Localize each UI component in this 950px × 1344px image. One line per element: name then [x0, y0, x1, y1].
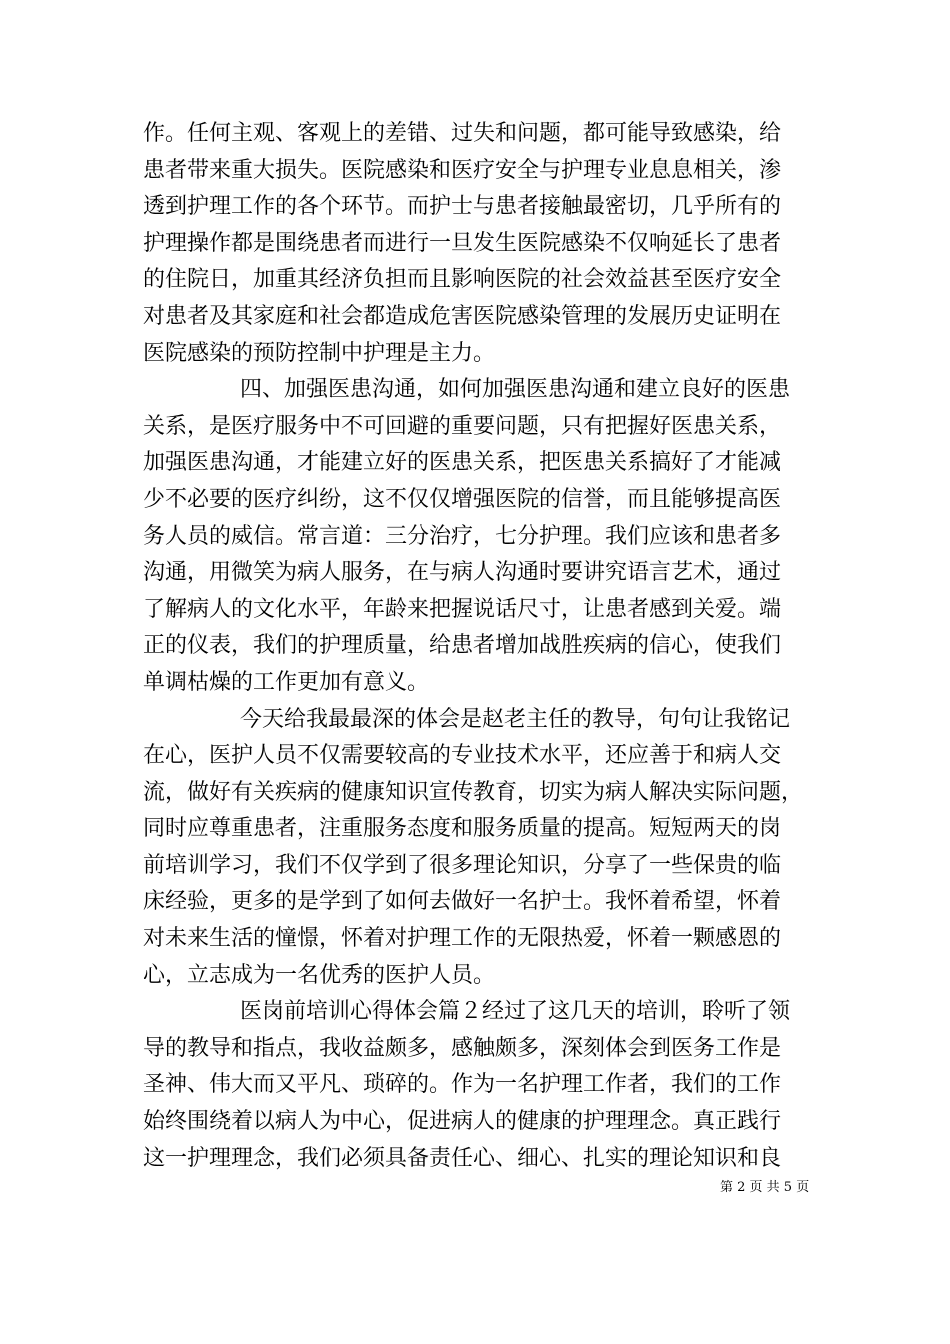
text-line: 圣神、伟大而又平凡、琐碎的。作为一名护理工作者，我们的工作	[143, 1072, 782, 1098]
paragraph	[143, 702, 833, 995]
text-line: 今天给我最最深的体会是赵老主任的教导，句句让我铭记	[240, 706, 791, 732]
paragraph	[143, 372, 833, 701]
text-line: 医院感染的预防控制中护理是主力。	[143, 340, 496, 366]
text-line: 沟通，用微笑为病人服务，在与病人沟通时要讲究语言艺术，通过	[143, 560, 782, 586]
text-line: 加强医患沟通，才能建立好的医患关系，把医患关系搞好了才能减	[143, 450, 782, 476]
text-line: 作。任何主观、客观上的差错、过失和问题，都可能导致感染，给	[143, 121, 782, 146]
text-line: 医岗前培训心得体会篇２经过了这几天的培训，聆听了领	[240, 999, 791, 1025]
text-line: 透到护理工作的各个环节。而护士与患者接触最密切，几乎所有的	[143, 194, 782, 220]
text-line: 始终围绕着以病人为中心，促进病人的健康的护理理念。真正践行	[143, 1109, 782, 1135]
text-line: 在心，医护人员不仅需要较高的专业技术水平，还应善于和病人交	[143, 743, 782, 769]
paragraph	[143, 994, 833, 1177]
text-line: 患者带来重大损失。医院感染和医疗安全与护理专业息息相关，渗	[143, 157, 782, 183]
text-line: 对未来生活的憧憬，怀着对护理工作的无限热爱，怀着一颗感恩的	[143, 926, 782, 952]
page-number-footer: 第 2 页 共 5 页	[720, 1180, 810, 1195]
text-line: 同时应尊重患者，注重服务态度和服务质量的提高。短短两天的岗	[143, 816, 782, 842]
text-line: 这一护理理念，我们必须具备责任心、细心、扎实的理论知识和良	[143, 1145, 782, 1171]
text-line: 导的教导和指点，我收益颇多，感触颇多，深刻体会到医务工作是	[143, 1035, 782, 1061]
text-line: 关系，是医疗服务中不可回避的重要问题，只有把握好医患关系，	[143, 413, 782, 439]
document-body	[143, 116, 833, 1177]
text-line: 前培训学习，我们不仅学到了很多理论知识，分享了一些保贵的临	[143, 852, 782, 878]
text-line: 流，做好有关疾病的健康知识宣传教育，切实为病人解决实际问题，	[143, 779, 804, 805]
text-line: 的住院日，加重其经济负担而且影响医院的社会效益甚至医疗安全	[143, 267, 782, 293]
text-line: 了解病人的文化水平，年龄来把握说话尺寸，让患者感到关爱。端	[143, 596, 782, 622]
text-line: 单调枯燥的工作更加有意义。	[143, 669, 430, 695]
text-line: 护理操作都是围绕患者而进行一旦发生医院感染不仅响延长了患者	[143, 230, 782, 256]
text-line: 少不必要的医疗纠纷，这不仅仅增强医院的信誉，而且能够提高医	[143, 486, 782, 512]
text-line: 心，立志成为一名优秀的医护人员。	[143, 962, 496, 988]
text-line: 四、加强医患沟通，如何加强医患沟通和建立良好的医患	[240, 377, 791, 403]
text-line: 对患者及其家庭和社会都造成危害医院感染管理的发展历史证明在	[143, 303, 782, 329]
text-line: 务人员的威信。常言道：三分治疗，七分护理。我们应该和患者多	[143, 523, 782, 549]
text-line: 正的仪表，我们的护理质量，给患者增加战胜疾病的信心，使我们	[143, 633, 782, 659]
text-line: 床经验，更多的是学到了如何去做好一名护士。我怀着希望，怀着	[143, 889, 782, 915]
paragraph	[143, 116, 833, 372]
